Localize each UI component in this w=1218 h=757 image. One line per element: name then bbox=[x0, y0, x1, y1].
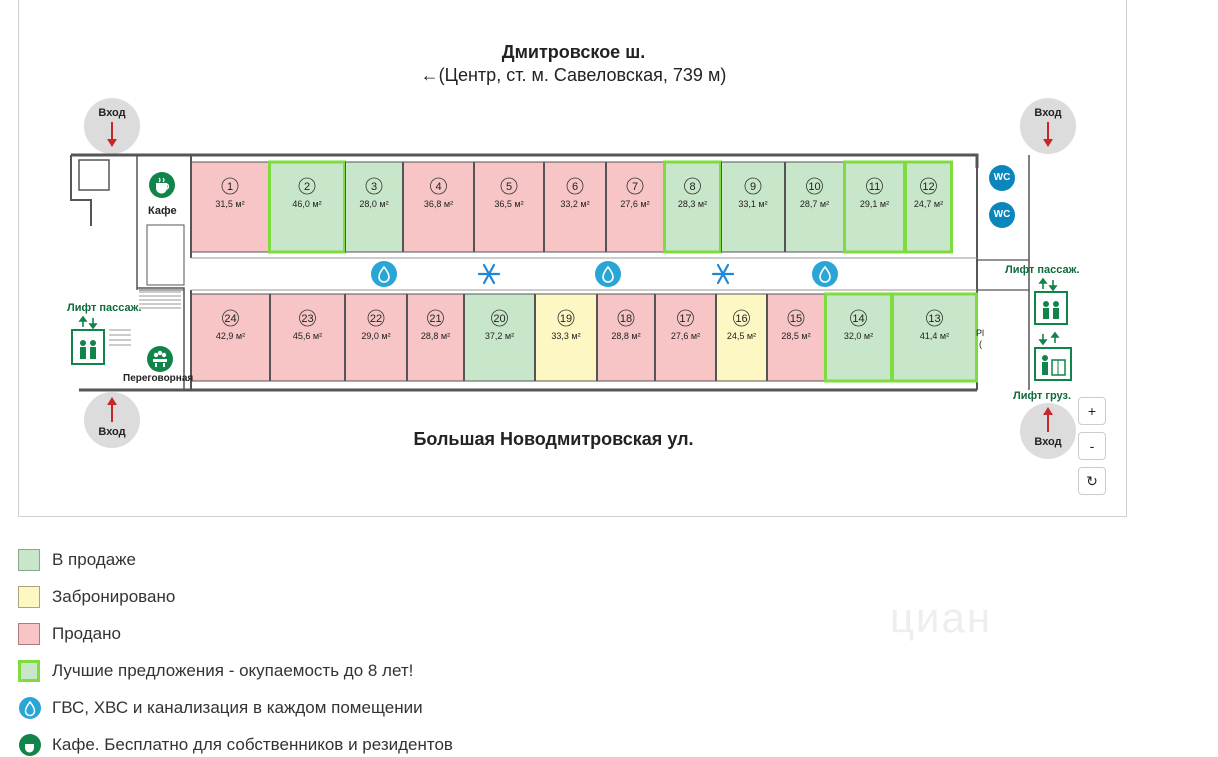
room-area: 31,5 м² bbox=[215, 199, 245, 209]
room-area: 42,9 м² bbox=[215, 331, 246, 341]
room-24[interactable] bbox=[192, 294, 270, 381]
cafe-icon bbox=[18, 733, 42, 757]
room-12[interactable] bbox=[906, 162, 952, 252]
room-area: 36,5 м² bbox=[494, 199, 524, 209]
meeting-room-icon bbox=[147, 346, 173, 372]
room-number: 6 bbox=[571, 181, 579, 193]
legend-item-for-sale bbox=[18, 548, 718, 572]
water-drop-icon bbox=[812, 261, 838, 287]
meeting-room-label: Переговорная bbox=[123, 373, 194, 384]
room-20[interactable] bbox=[465, 294, 535, 381]
rooms-top-row bbox=[192, 162, 952, 252]
room-23[interactable] bbox=[271, 294, 345, 381]
room-number: 3 bbox=[370, 181, 378, 193]
lift-passenger-label: Лифт пассаж. bbox=[1005, 264, 1080, 276]
room-3[interactable] bbox=[346, 162, 403, 252]
room-area: 28,7 м² bbox=[799, 199, 830, 209]
lift-arrows-icon bbox=[1040, 279, 1056, 290]
room-number: 20 bbox=[493, 313, 506, 325]
room-18[interactable] bbox=[598, 294, 655, 381]
room-number: 24 bbox=[224, 313, 237, 325]
watermark: циан bbox=[890, 594, 993, 641]
room-number: 11 bbox=[868, 181, 881, 193]
legend-item-best-offers bbox=[18, 659, 718, 683]
reset-view-button[interactable]: ↻ bbox=[1078, 467, 1106, 495]
room-number: 19 bbox=[559, 313, 573, 325]
bottom-street-label: Большая Новодмитровская ул. bbox=[413, 429, 694, 449]
room-number: 23 bbox=[301, 313, 314, 325]
room-number: 21 bbox=[429, 313, 442, 325]
room-14[interactable] bbox=[826, 294, 892, 381]
legend-item-sold bbox=[18, 622, 718, 646]
passenger-lift-icon bbox=[72, 330, 104, 364]
room-10[interactable] bbox=[786, 162, 844, 252]
room-area: 33,2 м² bbox=[560, 199, 590, 209]
room-21[interactable] bbox=[408, 294, 464, 381]
room-area: 28,3 м² bbox=[677, 199, 708, 209]
room-number: 1 bbox=[226, 181, 234, 193]
lift-passenger-label: Лифт пассаж. bbox=[67, 302, 142, 314]
legend-item-water bbox=[18, 696, 718, 720]
room-area: 28,0 м² bbox=[359, 199, 389, 209]
legend-text: Кафе. Бесплатно для собственников и резидентов bbox=[52, 735, 453, 754]
top-street-label: Дмитровское ш. bbox=[501, 42, 646, 62]
room-area: 33,1 м² bbox=[738, 199, 768, 209]
snowflake-icon bbox=[713, 265, 733, 283]
legend-text: Забронировано bbox=[52, 587, 176, 606]
legend-swatch bbox=[18, 549, 40, 571]
room-11[interactable] bbox=[845, 162, 905, 252]
legend-text: В продаже bbox=[52, 550, 137, 569]
water-drop-icon bbox=[18, 696, 42, 720]
rooms-bottom-row bbox=[192, 294, 977, 381]
room-number: 9 bbox=[749, 181, 757, 193]
room-area: 24,7 м² bbox=[913, 199, 944, 209]
passenger-lift-icon bbox=[1035, 292, 1067, 324]
freight-lift-icon bbox=[1035, 348, 1071, 380]
legend-text: Лучшие предложения - окупаемость до 8 лет! bbox=[52, 661, 414, 680]
zoom-out-button[interactable]: - bbox=[1078, 432, 1106, 460]
room-number: 14 bbox=[852, 313, 865, 325]
room-area: 46,0 м² bbox=[292, 199, 322, 209]
room-number: 2 bbox=[303, 181, 311, 193]
legend-swatch bbox=[18, 660, 40, 682]
wc-label: WC bbox=[993, 209, 1011, 220]
room-number: 17 bbox=[679, 313, 692, 325]
room-area: 27,6 м² bbox=[670, 331, 701, 341]
direction-label: ←(Центр, ст. м. Савеловская, 739 м) bbox=[420, 65, 727, 85]
room-number: 5 bbox=[505, 181, 513, 193]
room-16[interactable] bbox=[717, 294, 767, 381]
room-number: 13 bbox=[928, 313, 941, 325]
room-area: 28,8 м² bbox=[611, 331, 641, 341]
room-17[interactable] bbox=[656, 294, 716, 381]
room-number: 18 bbox=[619, 313, 633, 325]
cut-label: Pl bbox=[976, 328, 985, 338]
room-4[interactable] bbox=[404, 162, 474, 252]
room-area: 33,3 м² bbox=[551, 331, 581, 341]
room-area: 27,6 м² bbox=[620, 199, 650, 209]
room-2[interactable] bbox=[270, 162, 345, 252]
room-area: 37,2 м² bbox=[484, 331, 515, 341]
room-9[interactable] bbox=[722, 162, 785, 252]
room-area: 28,8 м² bbox=[420, 331, 451, 341]
entrance-label: Вход bbox=[1034, 436, 1062, 448]
room-7[interactable] bbox=[607, 162, 664, 252]
zoom-in-button[interactable]: + bbox=[1078, 397, 1106, 425]
water-drop-icon bbox=[371, 261, 397, 287]
snowflake-icon bbox=[479, 265, 499, 283]
room-1[interactable] bbox=[192, 162, 269, 252]
entrance-label: Вход bbox=[98, 426, 126, 438]
floor-plan-map[interactable] bbox=[18, 0, 1127, 517]
room-number: 10 bbox=[808, 181, 821, 193]
room-number: 22 bbox=[369, 313, 383, 325]
legend-swatch bbox=[18, 623, 40, 645]
room-number: 15 bbox=[789, 313, 803, 325]
room-area: 29,0 м² bbox=[361, 331, 391, 341]
room-area: 32,0 м² bbox=[843, 331, 874, 341]
room-area: 29,1 м² bbox=[859, 199, 890, 209]
room-15[interactable] bbox=[768, 294, 825, 381]
legend-item-reserved bbox=[18, 585, 718, 609]
lift-arrows-icon bbox=[80, 317, 96, 328]
room-number: 4 bbox=[435, 181, 442, 193]
cafe-label: Кафе bbox=[148, 205, 177, 217]
room-number: 12 bbox=[922, 181, 935, 193]
room-number: 8 bbox=[689, 181, 696, 193]
entrance-label: Вход bbox=[98, 107, 126, 119]
room-area: 41,4 м² bbox=[919, 331, 950, 341]
legend-text: Продано bbox=[52, 624, 121, 643]
room-area: 24,5 м² bbox=[726, 331, 757, 341]
room-13[interactable] bbox=[893, 294, 977, 381]
room-number: 16 bbox=[735, 313, 748, 325]
lift-freight-label: Лифт груз. bbox=[1013, 390, 1072, 402]
entrance-label: Вход bbox=[1034, 107, 1062, 119]
room-22[interactable] bbox=[346, 294, 407, 381]
room-area: 28,5 м² bbox=[781, 331, 811, 341]
water-drop-icon bbox=[595, 261, 621, 287]
cut-label: ( bbox=[979, 339, 982, 349]
room-5[interactable] bbox=[475, 162, 544, 252]
lift-arrows-icon bbox=[1040, 333, 1058, 344]
wc-label: WC bbox=[993, 172, 1011, 183]
room-area: 36,8 м² bbox=[423, 199, 454, 209]
legend-swatch bbox=[18, 586, 40, 608]
room-6[interactable] bbox=[545, 162, 606, 252]
room-number: 7 bbox=[631, 181, 639, 193]
room-19[interactable] bbox=[536, 294, 597, 381]
room-8[interactable] bbox=[665, 162, 721, 252]
building-plan bbox=[19, 0, 1127, 517]
legend-text: ГВС, ХВС и канализация в каждом помещении bbox=[52, 698, 423, 717]
room-area: 45,6 м² bbox=[292, 331, 323, 341]
legend-item-cafe bbox=[18, 733, 718, 757]
cafe-icon bbox=[149, 172, 175, 198]
